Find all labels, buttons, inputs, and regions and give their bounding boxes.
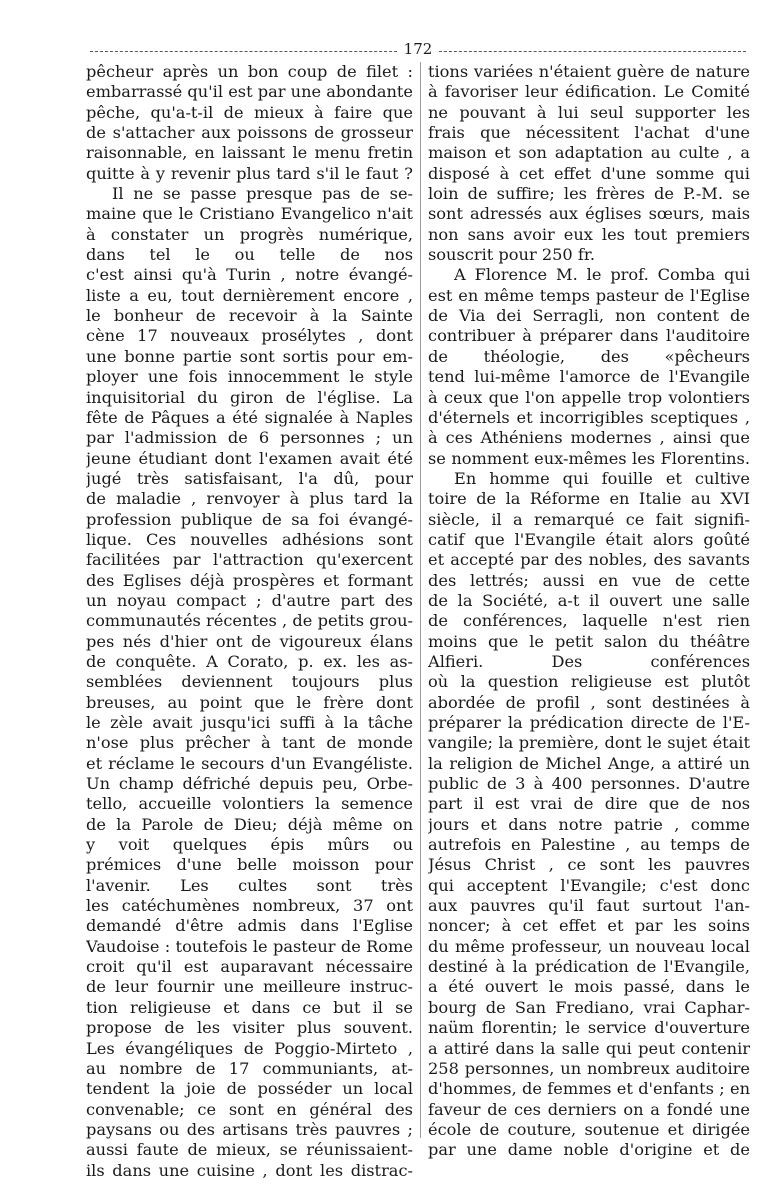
text-line: de Via dei Serragli, non content de bbox=[428, 306, 750, 326]
text-line: au nombre de 17 communiants, at- bbox=[86, 1058, 413, 1078]
text-line: Jésus Christ , ce sont les pauvres bbox=[428, 855, 750, 875]
text-line: école de couture, soutenue et dirigée bbox=[428, 1119, 750, 1139]
text-line: à constater un progrès numérique, bbox=[86, 224, 413, 244]
text-line: de théologie, des «pêcheurs bbox=[428, 346, 750, 366]
text-line: ployer une fois innocemment le style bbox=[86, 367, 413, 387]
text-line: se nomment eux-mêmes les Florentins. bbox=[428, 448, 750, 468]
text-line: siècle, il a remarqué ce fait signifi- bbox=[428, 509, 750, 529]
right-column bbox=[428, 62, 750, 1161]
text-line: la religion de Michel Ange, a attiré un bbox=[428, 753, 750, 773]
text-line: noncer; à cet effet et par les soins bbox=[428, 916, 750, 936]
text-line: c'est ainsi qu'à Turin , notre évangé- bbox=[86, 265, 413, 285]
text-line: autrefois en Palestine , au temps de bbox=[428, 835, 750, 855]
text-line: pes nés d'hier ont de vigoureux élans bbox=[86, 631, 413, 651]
text-line: inquisitorial du giron de l'église. La bbox=[86, 387, 413, 407]
text-line: disposé à cet effet d'une somme qui bbox=[428, 163, 750, 183]
text-line: profession publique de sa foi évangé- bbox=[86, 509, 413, 529]
text-line: de conquête. A Corato, p. ex. les as- bbox=[86, 651, 413, 671]
text-line: à favoriser leur édification. Le Comité bbox=[428, 82, 750, 102]
text-line: des lettrés; aussi en vue de cette bbox=[428, 570, 750, 590]
text-line: faveur de ces derniers on a fondé une bbox=[428, 1099, 750, 1119]
text-line: tend lui-même l'amorce de l'Evangile bbox=[428, 367, 750, 387]
left-column bbox=[86, 62, 413, 1181]
text-line: le zèle avait jusqu'ici suffi à la tâche bbox=[86, 713, 413, 732]
text-line: liste a eu, tout dernièrement encore , bbox=[86, 285, 413, 305]
text-line: contribuer à préparer dans l'auditoire bbox=[428, 326, 750, 346]
text-line: le bonheur de recevoir à la Sainte bbox=[86, 306, 413, 326]
text-line: 258 personnes, un nombreux auditoire bbox=[428, 1058, 750, 1078]
text-line: est en même temps pasteur de l'Eglise bbox=[428, 285, 750, 305]
text-line: ils dans une cuisine , dont les distrac- bbox=[86, 1160, 413, 1180]
text-line: Il ne se passe presque pas de se- bbox=[112, 184, 413, 204]
text-line: paysans ou des artisans très pauvres ; bbox=[86, 1119, 413, 1139]
text-line: d'hommes, de femmes et d'enfants ; en bbox=[428, 1079, 750, 1099]
text-line: part il est vrai de dire que de nos bbox=[428, 794, 750, 814]
text-line: de la Parole de Dieu; déjà même on bbox=[86, 814, 413, 834]
text-line: jugé très satisfaisant, l'a dû, pour bbox=[86, 468, 413, 488]
text-line: jeune étudiant dont l'examen avait été bbox=[86, 448, 413, 468]
text-line: fête de Pâques a été signalée à Naples bbox=[86, 407, 413, 427]
text-line: aussi faute de mieux, se réunissaient- bbox=[86, 1140, 413, 1160]
text-line: à ceux que l'on appelle trop volontiers bbox=[428, 387, 750, 407]
text-line: maison et son adaptation au culte , a bbox=[428, 143, 750, 163]
text-line: aux pauvres qu'il faut surtout l'an- bbox=[428, 896, 750, 916]
text-line: et réclame le secours d'un Evangéliste. bbox=[86, 753, 413, 773]
text-line: et accepté par des nobles, des savants bbox=[428, 550, 750, 570]
text-line: A Florence M. le prof. Comba qui bbox=[454, 265, 750, 285]
text-line: Les évangéliques de Poggio-Mirteto , bbox=[86, 1038, 413, 1058]
text-line: embarrassé qu'il est par une abondante bbox=[86, 82, 413, 102]
text-line: tions variées n'étaient guère de nature bbox=[428, 62, 750, 81]
text-line: de maladie , renvoyer à plus tard la bbox=[86, 489, 413, 509]
text-line: abordée de profil , sont destinées à bbox=[428, 692, 750, 712]
text-line: moins que le petit salon du théâtre bbox=[428, 631, 750, 651]
text-line: dans tel le ou telle de nos bbox=[86, 245, 413, 265]
text-line: a été ouvert le mois passé, dans le bbox=[428, 977, 750, 997]
text-line: loin de suffire; les frères de P.-M. se bbox=[428, 184, 750, 204]
text-line: à ces Athéniens modernes , ainsi que bbox=[428, 428, 750, 448]
text-line: sont adressés aux églises sœurs, mais bbox=[428, 204, 750, 224]
text-line: d'éternels et incorrigibles sceptiques , bbox=[428, 407, 750, 427]
text-line: prémices d'une belle moisson pour bbox=[86, 855, 413, 875]
text-line: par l'admission de 6 personnes ; un bbox=[86, 428, 413, 448]
text-line: breuses, au point que le frère dont bbox=[86, 692, 413, 712]
text-line: demandé d'être admis dans l'Eglise bbox=[86, 916, 413, 936]
text-line: public de 3 à 400 personnes. D'autre bbox=[428, 774, 750, 794]
text-line: cène 17 nouveaux prosélytes , dont bbox=[86, 326, 413, 346]
text-line: non sans avoir eux les tout premiers bbox=[428, 224, 750, 244]
text-line: Vaudoise : toutefois le pasteur de Rome bbox=[86, 936, 413, 956]
text-line: bourg de San Frediano, vrai Caphar- bbox=[428, 997, 750, 1017]
text-line: tello, accueille volontiers la semence bbox=[86, 794, 413, 814]
text-line: qui acceptent l'Evangile; c'est donc bbox=[428, 875, 750, 895]
text-line: les catéchumènes nombreux, 37 ont bbox=[86, 896, 413, 916]
text-line: a attiré dans la salle qui peut contenir bbox=[428, 1038, 750, 1058]
text-line: n'ose plus prêcher à tant de monde bbox=[86, 733, 413, 753]
text-line: Un champ défriché depuis peu, Orbe- bbox=[86, 774, 413, 794]
text-line: communautés récentes , de petits grou- bbox=[86, 611, 413, 631]
text-line: En homme qui fouille et cultive bbox=[454, 468, 750, 488]
text-line: de la Société, a-t il ouvert une salle bbox=[428, 590, 750, 610]
text-line: Alfieri. Des conférences bbox=[428, 651, 750, 671]
text-line: pêcheur après un bon coup de filet : bbox=[86, 62, 413, 81]
text-line: un noyau compact ; d'autre part des bbox=[86, 590, 413, 610]
text-line: convenable; ce sont en général des bbox=[86, 1099, 413, 1119]
text-line: ne pouvant à lui seul supporter les bbox=[428, 102, 750, 122]
text-line: du même professeur, un nouveau local bbox=[428, 936, 750, 956]
column-divider bbox=[420, 62, 421, 1138]
text-line: de conférences, laquelle n'est rien bbox=[428, 611, 750, 631]
text-line: où la question religieuse est plutôt bbox=[428, 672, 750, 692]
text-line: tendent la joie de posséder un local bbox=[86, 1079, 413, 1099]
text-line: des Eglises déjà prospères et formant bbox=[86, 570, 413, 590]
text-line: maine que le Cristiano Evangelico n'ait bbox=[86, 204, 413, 224]
text-line: naüm florentin; le service d'ouverture bbox=[428, 1018, 750, 1038]
text-line: frais que nécessitent l'achat d'une bbox=[428, 123, 750, 143]
text-line: préparer la prédication directe de l'E- bbox=[428, 713, 750, 732]
text-line: catif que l'Evangile était alors goûté bbox=[428, 529, 750, 549]
text-line: destiné à la prédication de l'Evangile, bbox=[428, 957, 750, 977]
text-line: jours et dans notre patrie , comme bbox=[428, 814, 750, 834]
text-line: croit qu'il est auparavant nécessaire bbox=[86, 957, 413, 977]
text-line: raisonnable, en laissant le menu fretin bbox=[86, 143, 413, 163]
text-line: souscrit pour 250 fr. bbox=[428, 245, 595, 265]
text-line: facilitées par l'attraction qu'exercent bbox=[86, 550, 413, 570]
text-line: lique. Ces nouvelles adhésions sont bbox=[86, 529, 413, 549]
text-line: tion religieuse et dans ce but il se bbox=[86, 997, 413, 1017]
text-line: toire de la Réforme en Italie au XVI bbox=[428, 489, 750, 509]
page-number: 172 bbox=[398, 40, 439, 58]
text-line: vangile; la première, dont le sujet était bbox=[428, 733, 750, 753]
text-line: de leur fournir une meilleure instruc- bbox=[86, 977, 413, 997]
page-header bbox=[90, 40, 746, 60]
text-line: l'avenir. Les cultes sont très bbox=[86, 875, 413, 895]
text-line: de s'attacher aux poissons de grosseur bbox=[86, 123, 413, 143]
text-line: une bonne partie sont sortis pour em- bbox=[86, 346, 413, 366]
text-line: y voit quelques épis mûrs ou bbox=[86, 835, 413, 855]
text-line: semblées deviennent toujours plus bbox=[86, 672, 413, 692]
text-line: quitte à y revenir plus tard s'il le faut ? bbox=[86, 163, 413, 183]
text-line: pêche, qu'a-t-il de mieux à faire que bbox=[86, 102, 413, 122]
text-line: par une dame noble d'origine et de bbox=[428, 1140, 750, 1160]
text-line: propose de les visiter plus souvent. bbox=[86, 1018, 413, 1038]
